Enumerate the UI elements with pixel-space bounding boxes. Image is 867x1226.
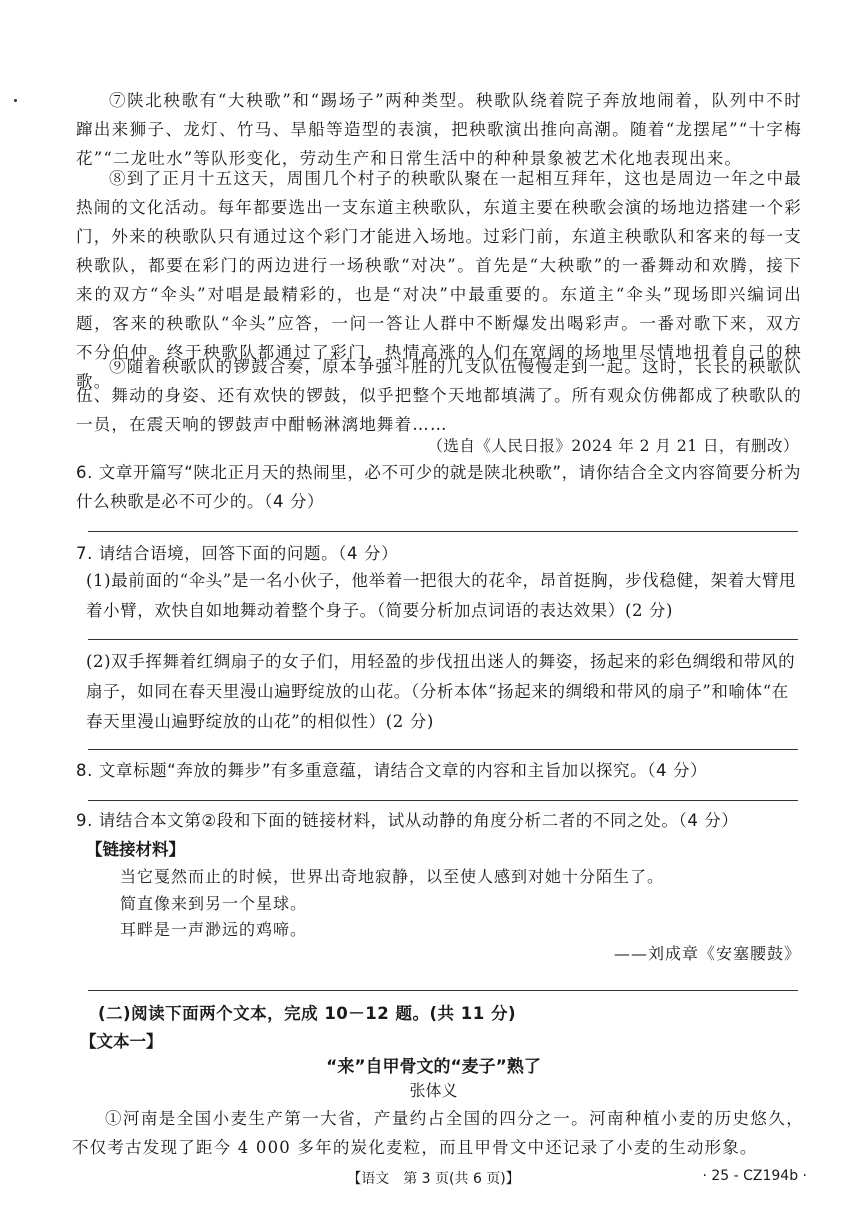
question-7-1: (1)最前面的“伞头”是一名小伙子，他举着一把很大的花伞，昂首挺胸，步伐稳健，架着大臂甩着小臂，欢快自如地舞动着整个身子。（简要分析加点词语的表达效果）(2 分) [86,571,797,620]
page-number: 【语文 第 3 页(共 6 页)】 [347,1171,520,1187]
question-6: 6. 文章开篇写“陕北正月天的热闹里，必不可少的就是陕北秧歌”，请你结合全文内容简要分析为什么秧歌是必不可少的。（4 分） [76,463,802,511]
answer-line-6 [88,531,798,532]
answer-line-9 [88,990,798,991]
question-7-2: (2)双手挥舞着红绸扇子的女子们，用轻盈的步伐扭出迷人的舞姿，扬起来的彩色绸缎和带风的扇子，如同在春天里漫山遍野绽放的山花。（分析本体“扬起来的绸缎和带风的扇子”和喻体“在春天里漫山遍野绽放的山花”的相似性）(2 分) [86,652,796,731]
article-source: （选自《人民日报》2024 年 2 月 21 日，有删改） [427,437,799,455]
answer-line-7-1 [88,639,798,640]
paper-code: · 25 - CZ194b · [702,1168,807,1184]
paragraph-7: ⑦陕北秧歌有“大秧歌”和“踢场子”两种类型。秧歌队绕着院子奔放地闹着，队列中不时蹿出来狮子、龙灯、竹马、旱船等造型的表演，把秧歌演出推向高潮。随着“龙摆尾”“十字梅花”“二龙吐水”等队形变化，劳动生产和日常生活中的种种景象被艺术化地表现出来。 [76,91,802,168]
question-7: 7. 请结合语境，回答下面的问题。（4 分） [76,544,399,563]
article-title: “来”自甲骨文的“麦子”熟了 [326,1057,541,1077]
answer-line-7-2 [88,749,798,750]
question-8: 8. 文章标题“奔放的舞步”有多重意蕴，请结合文章的内容和主旨加以探究。（4 分） [76,761,708,780]
article-author: 张体义 [409,1081,458,1100]
section-2-heading: (二)阅读下面两个文本，完成 10－12 题。(共 11 分) [98,1004,517,1023]
answer-line-8 [88,800,798,801]
link-material-heading: 【链接材料】 [86,840,185,859]
link-line-3: 耳畔是一声渺远的鸡啼。 [120,920,308,939]
paragraph-8: ⑧到了正月十五这天，周围几个村子的秧歌队聚在一起相互拜年，这也是周边一年之中最热闹的文化活动。每年都要选出一支东道主秧歌队，东道主要在秧歌会演的场地边搭建一个彩门，外来的秧歌队只有通过这个彩门才能进入场地。过彩门前，东道主秧歌队和客来的每一支秧歌队，都要在彩门的两边进行一场秧歌“对决”。首先是“大秧歌”的一番舞动和欢腾，接下来的双方“伞头”对唱是最精彩的，也是“对决”中最重要的。东道主“伞头”现场即兴编词出题，客来的秧歌队“伞头”应答，一问一答让人群中不断爆发出喝彩声。一番对歌下来，双方不分伯仲。终于秧歌队都通过了彩门，热情高涨的人们在宽阔的场地里尽情地扭着自己的秧歌。 [76,169,802,391]
question-9: 9. 请结合本文第②段和下面的链接材料，试从动静的角度分析二者的不同之处。（4 分） [76,811,739,830]
link-source: ——刘成章《安塞腰鼓》 [613,944,801,963]
margin-dot [14,99,17,102]
link-line-1: 当它戛然而止的时候，世界出奇地寂静，以至使人感到对她十分陌生了。 [120,867,665,886]
text-one-paragraph-1: ①河南是全国小麦生产第一大省，产量约占全国的四分之一。河南种植小麦的历史悠久，不仅考古发现了距今 4 000 多年的炭化麦粒，而且甲骨文中还记录了小麦的生动形象。 [72,1109,804,1157]
text-one-label: 【文本一】 [80,1032,163,1051]
paragraph-9: ⑨随着秧歌队的锣鼓合奏，原本争强斗胜的几支队伍慢慢走到一起。这时，长长的秧歌队伍、舞动的身姿、还有欢快的锣鼓，似乎把整个天地都填满了。所有观众仿佛都成了秧歌队的一员，在震天响的锣鼓声中酣畅淋漓地舞着…… [76,357,802,434]
link-line-2: 简直像来到另一个星球。 [120,894,308,913]
